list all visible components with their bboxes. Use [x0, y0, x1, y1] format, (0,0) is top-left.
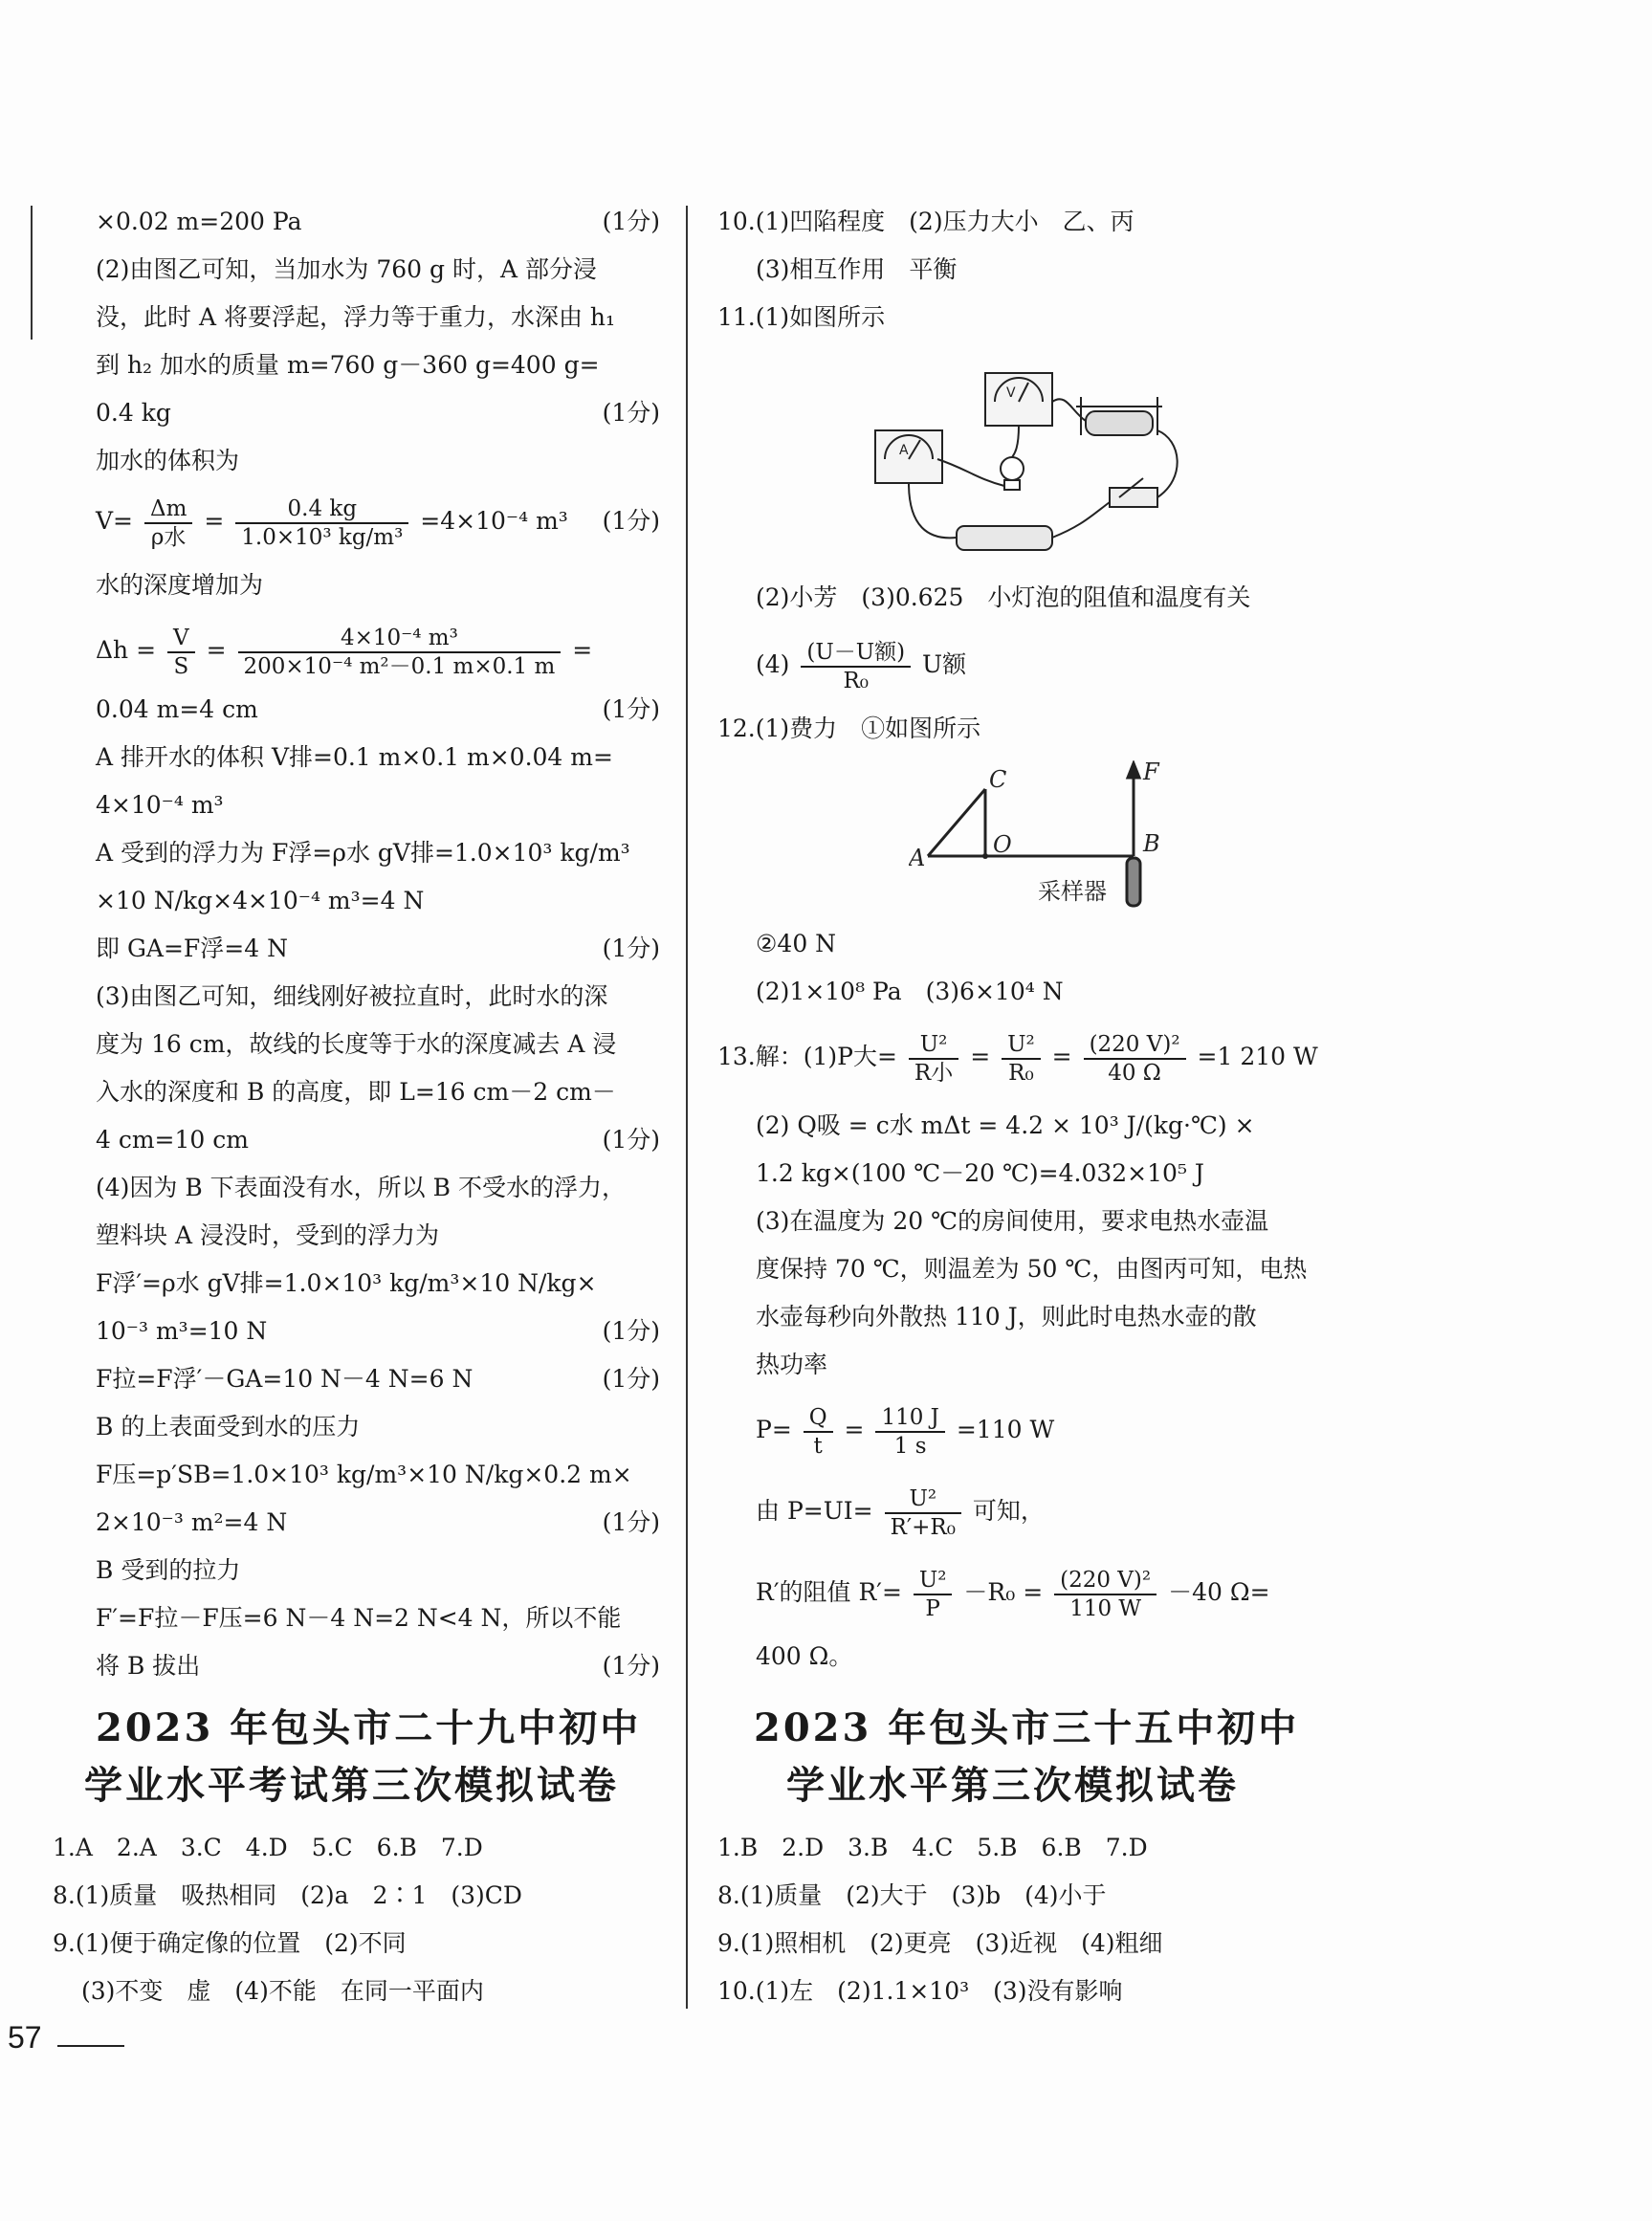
equation-line: R′的阻值 R′= $\frac{\text{U²}}{P}$ －R₀ = $\frac{\text{(220 V)²}}{110 W}$ －40 Ω= [756, 1567, 1270, 1621]
answer-line: 1.B 2.D 3.B 4.C 5.B 6.B 7.D [717, 1834, 1148, 1861]
lever-label-o: O [993, 831, 1012, 858]
equation-line: P= $\frac{Q}{t}$ = $\frac{110 J}{1 s}$ =110 W [756, 1404, 1055, 1459]
volume-equation: V= $\frac{\Delta m}{\text{ρ水}}$ = $\frac{0.4 kg}{\text{1.0×10³ kg/m³}}$ =4×10⁻⁴ m³ (1分) [96, 495, 660, 550]
answer-line: (3)不变 虚 (4)不能 在同一平面内 [81, 1977, 484, 2005]
section-title: 2023 年包头市二十九中初中 [96, 1705, 642, 1750]
text-line: 2×10⁻³ m²=4 N (1分) [96, 1508, 660, 1536]
answer-line: 度保持 70 ℃，则温差为 50 ℃，由图丙可知，电热 [756, 1255, 1308, 1283]
text-line: 塑料块 A 浸没时，受到的浮力为 [96, 1221, 439, 1249]
svg-text:V: V [1006, 385, 1016, 401]
text-line: 入水的深度和 B 的高度，即 L=16 cm－2 cm－ [96, 1078, 616, 1106]
fraction: $\frac{\text{U²}}{P}$ [914, 1567, 953, 1622]
text-line: F拉=F浮′－GA=10 N－4 N=6 N (1分) [96, 1365, 660, 1393]
fraction: $\frac{\Delta m}{\text{ρ水}}$ [144, 495, 192, 551]
circuit-diagram [861, 354, 1215, 564]
page-number: 57 [8, 2020, 42, 2055]
text-line: B 受到的拉力 [96, 1556, 241, 1584]
text-line: 0.4 kg (1分) [96, 399, 660, 427]
lever-label-c: C [989, 766, 1007, 793]
text-line: F浮′=ρ水 gV排=1.0×10³ kg/m³×10 N/kg× [96, 1269, 597, 1297]
text-line: 将 B 拔出 (1分) [96, 1652, 660, 1680]
answer-line: 1.2 kg×(100 ℃－20 ℃)=4.032×10⁵ J [756, 1159, 1204, 1187]
section-title: 2023 年包头市三十五中初中 [754, 1705, 1300, 1750]
fraction: $\frac{\text{U²}}{\text{R₀}}$ [1002, 1031, 1041, 1087]
fraction: $\frac{110 J}{1 s}$ [875, 1404, 944, 1460]
text-line: F压=p′SB=1.0×10³ kg/m³×10 N/kg×0.2 m× [96, 1461, 632, 1488]
text-line: A 排开水的体积 V排=0.1 m×0.1 m×0.04 m= [96, 743, 613, 771]
answer-line: ②40 N [756, 930, 837, 957]
fraction: $\frac{\text{(U－U额)}}{\text{R₀}}$ [801, 639, 911, 694]
text-line: 到 h₂ 加水的质量 m=760 g－360 g=400 g= [96, 351, 600, 379]
answer-line: (4) $\frac{\text{(U－U额)}}{\text{R₀}}$ U额 [756, 639, 967, 693]
answer-line: 10.(1)左 (2)1.1×10³ (3)没有影响 [717, 1977, 1123, 2005]
text-line: 即 GA=F浮=4 N (1分) [96, 935, 660, 962]
fraction: $\frac{\text{(220 V)²}}{40 \Omega}$ [1084, 1031, 1186, 1087]
fraction: $\frac{0.4 kg}{\text{1.0×10³ kg/m³}}$ [235, 495, 408, 551]
text-line: 加水的体积为 [96, 447, 240, 474]
answer-line: 8.(1)质量 (2)大于 (3)b (4)小于 [717, 1881, 1107, 1909]
answer-line: 11.(1)如图所示 [717, 303, 886, 331]
lever-label-b: B [1143, 830, 1160, 857]
answer-line: 9.(1)便于确定像的位置 (2)不同 [53, 1929, 407, 1957]
answer-line: (2) Q吸 = c水 mΔt = 4.2 × 10³ J/(kg·℃) × [756, 1111, 1255, 1139]
fraction: $\frac{\text{4×10⁻⁴ m³}}{\text{200×10⁻⁴ m²－0.1 m×0.1 m}}$ [238, 625, 562, 680]
text-line: 4×10⁻⁴ m³ [96, 791, 224, 819]
svg-text:A: A [899, 443, 909, 458]
answer-line: 热功率 [756, 1351, 828, 1378]
text-line: (4)因为 B 下表面没有水，所以 B 不受水的浮力， [96, 1174, 626, 1201]
text-line: (3)由图乙可知，细线刚好被拉直时，此时水的深 [96, 982, 608, 1010]
answer-line: (2)1×10⁸ Pa (3)6×10⁴ N [756, 978, 1064, 1005]
answer-line: 9.(1)照相机 (2)更亮 (3)近视 (4)粗细 [717, 1929, 1163, 1957]
text-line: ×0.02 m=200 Pa (1分) [96, 208, 660, 235]
lever-label-f: F [1143, 760, 1159, 785]
text-line: 度为 16 cm，故线的长度等于水的深度减去 A 浸 [96, 1030, 617, 1058]
text-line: F′=F拉－F压=6 N－4 N=2 N<4 N，所以不能 [96, 1604, 622, 1632]
text-line: 没，此时 A 将要浮起，浮力等于重力，水深由 h₁ [96, 303, 616, 331]
answer-line: 8.(1)质量 吸热相同 (2)a 2∶1 (3)CD [53, 1881, 522, 1909]
fraction: $\frac{\text{(220 V)²}}{110 W}$ [1054, 1567, 1156, 1622]
text-line: (2)由图乙可知，当加水为 760 g 时，A 部分浸 [96, 255, 597, 283]
fraction: $\frac{V}{S}$ [167, 625, 195, 680]
answer-line: (3)相互作用 平衡 [756, 255, 958, 283]
text-line: 水的深度增加为 [96, 571, 264, 599]
fraction: $\frac{\text{U²}}{\text{R小}}$ [909, 1031, 958, 1087]
answer-line: 1.A 2.A 3.C 4.D 5.C 6.B 7.D [53, 1834, 483, 1861]
lever-label-a: A [909, 845, 926, 871]
equation-line: 由 P=UI= $\frac{\text{U²}}{\text{R′+R₀}}$ 可知， [756, 1485, 1045, 1540]
answer-line: 400 Ω。 [756, 1642, 853, 1670]
fraction: $\frac{\text{U²}}{\text{R′+R₀}}$ [885, 1485, 961, 1541]
column-divider [686, 206, 688, 2009]
answer-line: 12.(1)费力 ①如图所示 [717, 715, 981, 742]
text-line: B 的上表面受到水的压力 [96, 1413, 361, 1440]
answer-line: (2)小芳 (3)0.625 小灯泡的阻值和温度有关 [756, 583, 1251, 611]
lever-label-sampler: 采样器 [1038, 878, 1107, 905]
answer-line: 10.(1)凹陷程度 (2)压力大小 乙、丙 [717, 208, 1134, 235]
text-line: 4 cm=10 cm (1分) [96, 1126, 660, 1154]
text-line: 0.04 m=4 cm (1分) [96, 695, 660, 723]
answer-line: (3)在温度为 20 ℃的房间使用，要求电热水壶温 [756, 1207, 1269, 1235]
answer-line: 水壶每秒向外散热 110 J，则此时电热水壶的散 [756, 1303, 1257, 1330]
text-line: 10⁻³ m³=10 N (1分) [96, 1317, 660, 1345]
section-subtitle: 学业水平第三次模拟试卷 [786, 1763, 1239, 1808]
text-line: ×10 N/kg×4×10⁻⁴ m³=4 N [96, 887, 425, 914]
page-number-rule [57, 2045, 124, 2047]
text-line: A 受到的浮力为 F浮=ρ水 gV排=1.0×10³ kg/m³ [96, 839, 630, 867]
depth-equation: Δh = $\frac{V}{S}$ = $\frac{\text{4×10⁻⁴ m³}}{\text{200×10⁻⁴ m²－0.1 m×0.1 m}}$ = [96, 625, 593, 679]
fraction: $\frac{Q}{t}$ [804, 1404, 833, 1460]
equation-line: 13.解：(1)P大= $\frac{\text{U²}}{\text{R小}}$ = $\frac{\text{U²}}{\text{R₀}}$ = $\frac{\text{(220 V)²}}{40 \Omega}$ =1 210 W [717, 1031, 1318, 1086]
left-edge-rule [31, 206, 33, 340]
lever-diagram [909, 760, 1177, 923]
section-subtitle: 学业水平考试第三次模拟试卷 [84, 1763, 619, 1808]
